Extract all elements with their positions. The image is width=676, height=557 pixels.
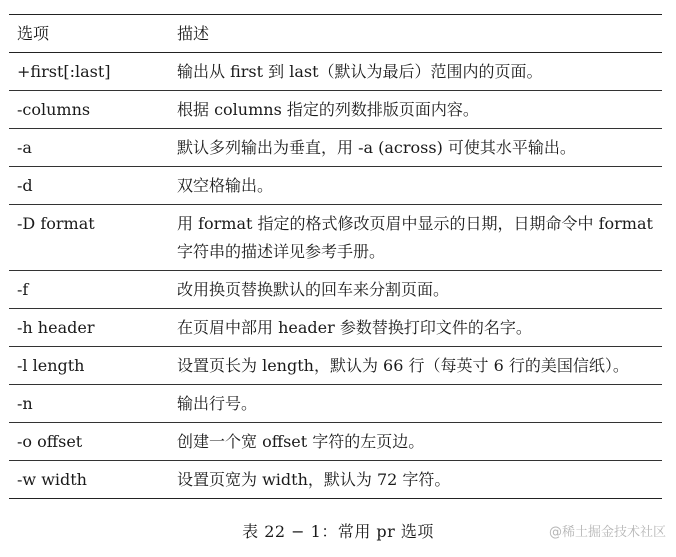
- description-cell: 创建一个宽 offset 字符的左页边。: [177, 432, 425, 451]
- option-cell: -f: [17, 280, 29, 299]
- table-row: [9, 309, 662, 347]
- option-cell: -o offset: [17, 432, 83, 451]
- option-cell: +first[:last]: [17, 62, 111, 81]
- table-row: [9, 271, 662, 309]
- description-cell: 双空格输出。: [177, 176, 274, 195]
- table-row: [9, 129, 662, 167]
- table-header-row: [9, 15, 662, 53]
- table-row: [9, 53, 662, 91]
- table-row: [9, 461, 662, 499]
- description-cell: 默认多列输出为垂直，用 -a (across) 可使其水平输出。: [177, 138, 576, 157]
- description-cell: 设置页长为 length，默认为 66 行（每英寸 6 行的美国信纸）。: [177, 356, 629, 375]
- option-cell: -h header: [17, 318, 95, 337]
- description-cell: 用 format 指定的格式修改页眉中显示的日期，日期命令中 format 字符串的描述详见参考手册。: [177, 214, 653, 261]
- table-row: [9, 423, 662, 461]
- pr-options-table: [9, 14, 662, 499]
- table-row: [9, 385, 662, 423]
- header-description: 描述: [177, 24, 210, 43]
- table-row: [9, 347, 662, 385]
- description-cell: 输出从 first 到 last（默认为最后）范围内的页面。: [177, 62, 543, 81]
- description-cell: 输出行号。: [177, 394, 258, 413]
- option-cell: -d: [17, 176, 33, 195]
- table-row: [9, 205, 662, 271]
- option-cell: -l length: [17, 356, 85, 375]
- watermark: @稀土掘金技术社区: [548, 525, 666, 540]
- description-cell: 设置页宽为 width，默认为 72 字符。: [177, 470, 451, 489]
- description-cell: 在页眉中部用 header 参数替换打印文件的名字。: [177, 318, 532, 337]
- option-cell: -columns: [17, 100, 91, 119]
- description-cell: 改用换页替换默认的回车来分割页面。: [177, 280, 450, 299]
- header-option: 选项: [17, 24, 50, 43]
- table-caption: 表 22 − 1：常用 pr 选项: [242, 522, 434, 541]
- table-row: [9, 91, 662, 129]
- option-cell: -D format: [17, 214, 95, 233]
- options-table-container: [9, 14, 662, 499]
- option-cell: -n: [17, 394, 33, 413]
- description-cell: 根据 columns 指定的列数排版页面内容。: [177, 100, 479, 119]
- option-cell: -a: [17, 138, 32, 157]
- table-row: [9, 167, 662, 205]
- option-cell: -w width: [17, 470, 87, 489]
